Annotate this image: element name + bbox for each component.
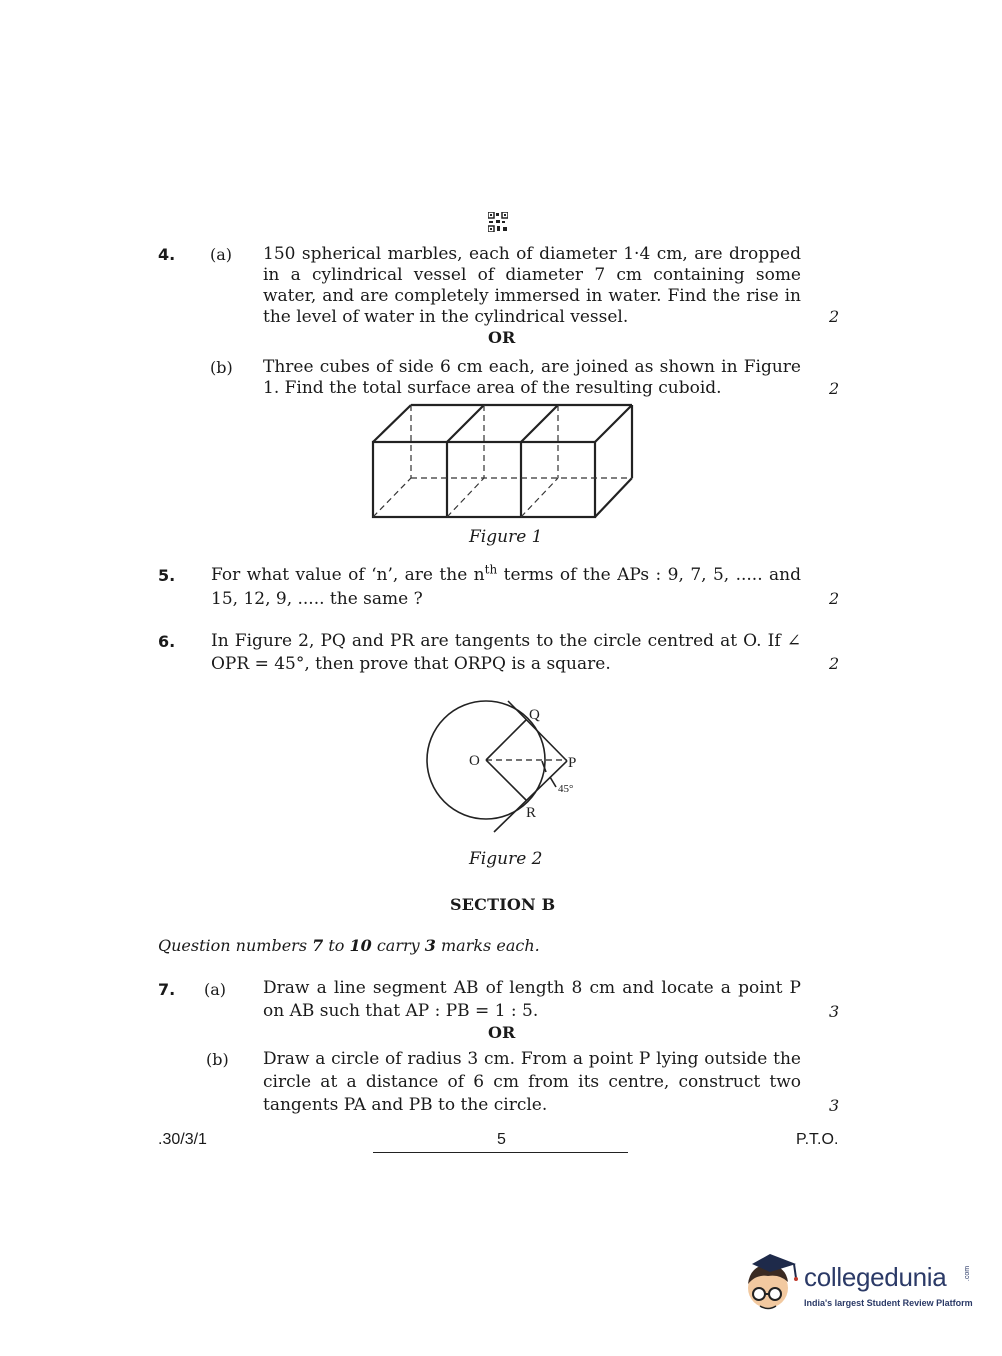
question-number: 7. — [158, 980, 176, 999]
figure-2-tangents — [420, 695, 595, 840]
collegedunia-logo-icon — [740, 1248, 802, 1320]
marks: 2 — [829, 379, 840, 398]
page-number: 5 — [497, 1131, 506, 1148]
brand-name: collegedunia — [804, 1262, 947, 1292]
figure-caption: Figure 1 — [469, 527, 543, 547]
figure-1-cuboid — [365, 398, 640, 523]
label-angle: 45° — [558, 783, 574, 795]
question-text: Three cubes of side 6 cm each, are joined as shown in Figure 1. Find the total surface area of the resulting cuboid. — [263, 357, 801, 398]
pto-label: P.T.O. — [796, 1131, 839, 1148]
brand-tagline: India's largest Student Review Platform — [804, 1298, 973, 1308]
marks: 3 — [829, 1096, 840, 1115]
question-text: Draw a circle of radius 3 cm. From a point P lying outside the circle at a distance of 6 cm from its centre, construct two tangents PA and PB to the circle. — [263, 1049, 801, 1115]
figure-caption: Figure 2 — [469, 849, 543, 869]
section-title: SECTION B — [450, 895, 556, 914]
or-label: OR — [488, 1023, 516, 1042]
brand-com: .com — [964, 1265, 972, 1282]
marks: 2 — [829, 307, 840, 326]
part-label: (b) — [206, 1050, 229, 1069]
marks: 2 — [829, 654, 840, 673]
part-label: (a) — [210, 245, 233, 264]
qr-code-icon — [488, 212, 508, 232]
question-number: 6. — [158, 632, 176, 651]
marks: 3 — [829, 1002, 840, 1021]
label-r: R — [526, 805, 537, 821]
label-o: O — [469, 753, 480, 769]
or-label: OR — [488, 328, 516, 347]
question-text: For what value of ‘n’, are the $n^{th}$ terms of the APs : 9, 7, 5, ..... and 15, 12, 9, ..... the same ? — [211, 562, 802, 609]
footer-rule — [373, 1152, 628, 1153]
question-text: In Figure 2, PQ and PR are tangents to the circle centred at O. If ∠ OPR = 45°, then prove that ORPQ is a square. — [211, 631, 801, 674]
question-text: Draw a line segment AB of length 8 cm and locate a point P on AB such that AP : PB = 1 : 5. — [263, 978, 801, 1021]
section-instruction: Question numbers 7 to 10 carry 3 marks each. — [158, 936, 540, 955]
question-number: 4. — [158, 245, 176, 264]
part-label: (b) — [210, 358, 233, 377]
paper-code: .30/3/1 — [158, 1131, 207, 1148]
superscript: th — [484, 562, 498, 577]
question-text: 150 spherical marbles, each of diameter 1·4 cm, are dropped in a cylindrical vessel of diameter 7 cm containing some water, and are completely immersed in water. Find the rise in the level of water in the cylindrical vessel. — [263, 244, 801, 327]
label-p: P — [568, 755, 577, 771]
label-q: Q — [529, 707, 540, 723]
marks: 2 — [829, 589, 840, 608]
part-label: (a) — [204, 980, 227, 999]
question-number: 5. — [158, 566, 176, 585]
